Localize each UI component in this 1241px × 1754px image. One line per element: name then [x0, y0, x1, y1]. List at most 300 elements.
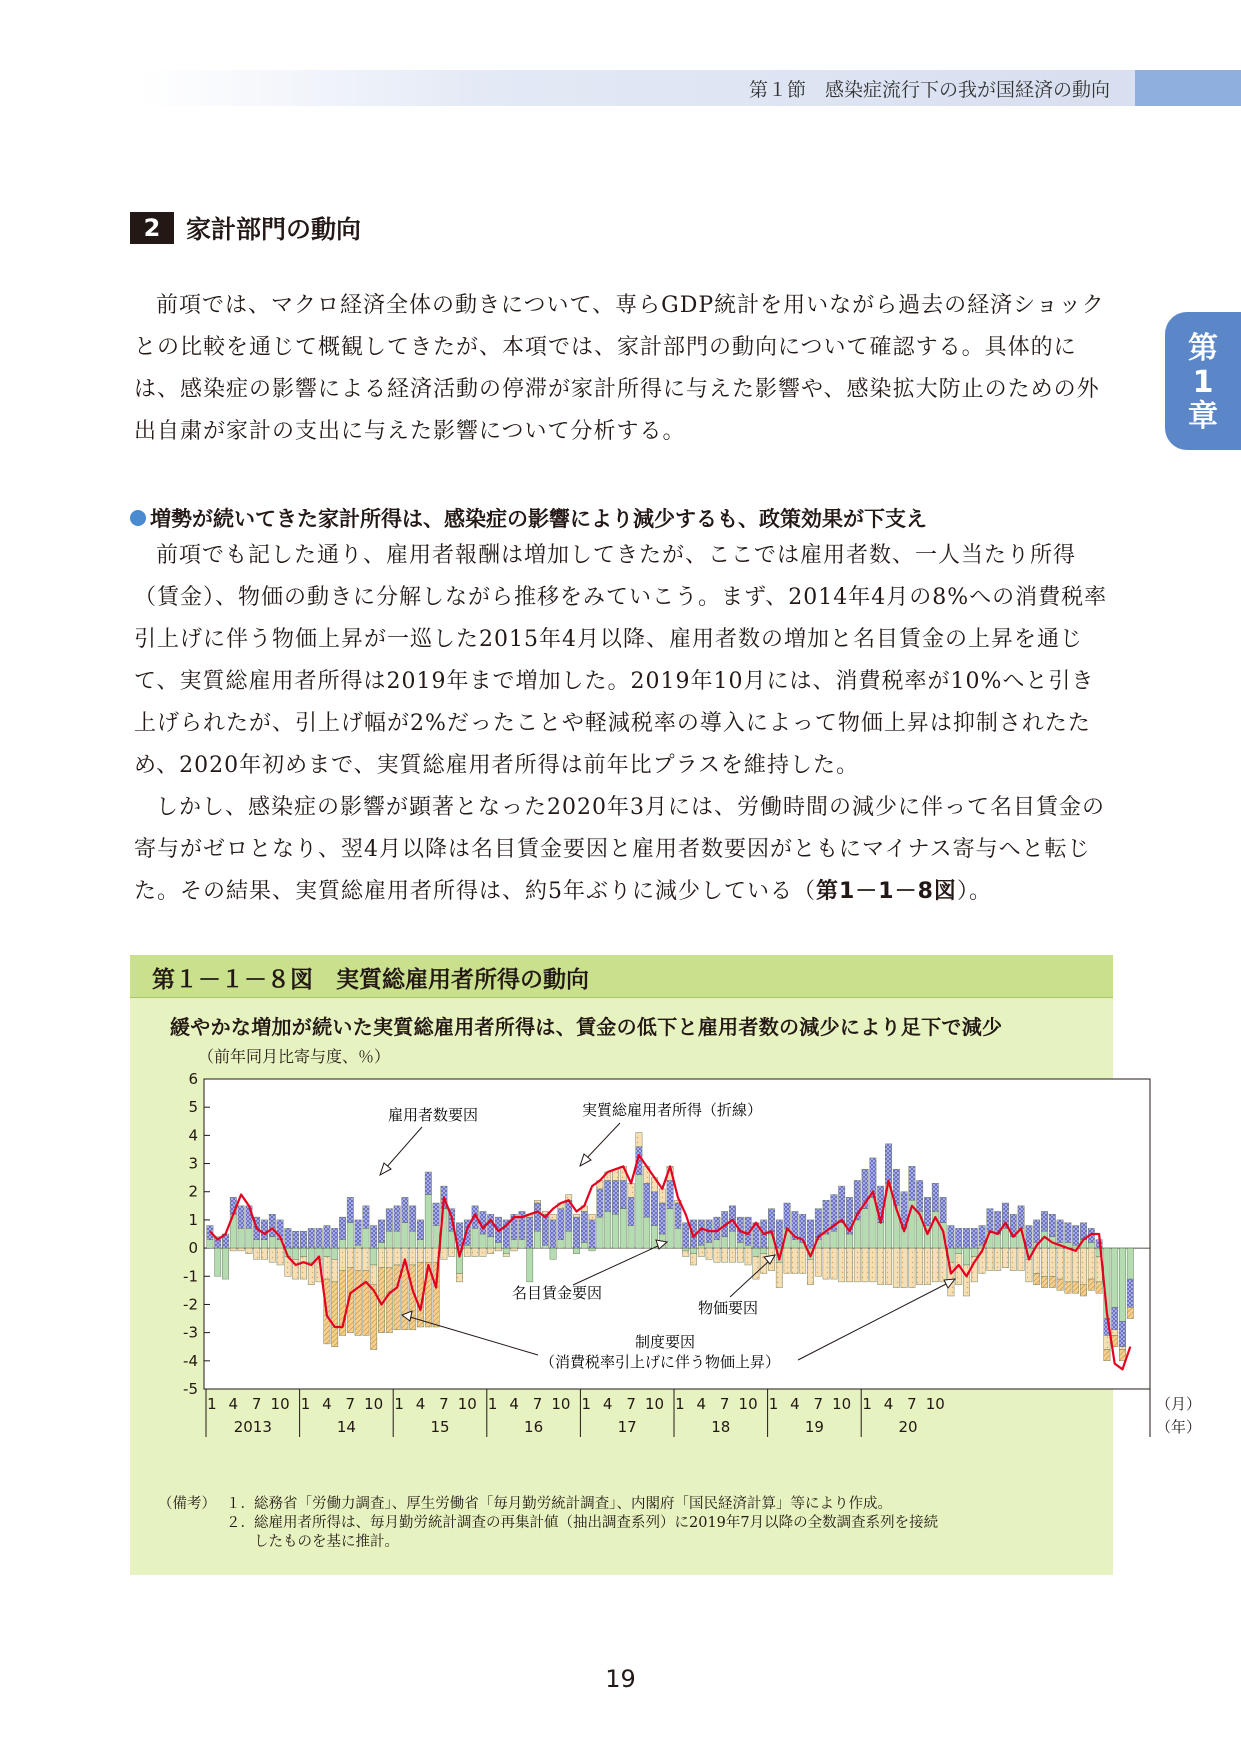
- bar-institutional: [394, 1265, 400, 1330]
- bar-price: [332, 1259, 338, 1282]
- bar-nominal-wage: [402, 1223, 408, 1248]
- bar-price: [706, 1248, 712, 1259]
- bar-nominal-wage: [854, 1220, 860, 1248]
- x-year-label: 14: [336, 1418, 356, 1436]
- bar-price: [800, 1248, 806, 1273]
- bullet-icon: [130, 510, 146, 526]
- bar-nominal-wage: [636, 1175, 642, 1248]
- bar-employees: [371, 1226, 377, 1249]
- notes-label: （備考）: [158, 1496, 216, 1512]
- bar-nominal-wage: [386, 1231, 392, 1248]
- bar-nominal-wage: [511, 1240, 517, 1248]
- bar-nominal-wage: [363, 1228, 369, 1248]
- bar-nominal-wage: [269, 1237, 275, 1248]
- bar-price: [371, 1265, 377, 1285]
- bar-employees: [238, 1206, 244, 1229]
- bar-price: [893, 1248, 899, 1287]
- note-number: ２．: [226, 1515, 255, 1531]
- bar-price: [269, 1248, 275, 1262]
- section-number: 2: [130, 212, 174, 244]
- bar-employees: [308, 1228, 314, 1248]
- bar-price: [573, 1214, 579, 1217]
- bar-nominal-wage: [1002, 1228, 1008, 1248]
- bar-employees: [924, 1197, 930, 1225]
- bar-nominal-wage: [745, 1245, 751, 1248]
- bar-nominal-wage: [371, 1248, 377, 1265]
- bar-price: [238, 1248, 244, 1251]
- bar-price: [347, 1248, 353, 1268]
- bar-nominal-wage: [597, 1217, 603, 1248]
- bar-nominal-wage: [558, 1240, 564, 1248]
- x-year-label: 2013: [233, 1418, 272, 1436]
- bar-nominal-wage: [675, 1228, 681, 1248]
- x-month-label: 10: [457, 1395, 477, 1413]
- bar-nominal-wage: [425, 1195, 431, 1249]
- bar-price: [839, 1248, 845, 1282]
- bar-employees: [1065, 1223, 1071, 1243]
- bar-employees: [909, 1166, 915, 1200]
- bar-price: [940, 1248, 946, 1282]
- x-month-label: 7: [251, 1395, 262, 1413]
- bar-nominal-wage: [722, 1237, 728, 1248]
- bar-institutional: [1049, 1276, 1055, 1287]
- bar-price: [449, 1248, 455, 1256]
- bar-institutional: [1127, 1307, 1133, 1318]
- bar-price: [901, 1248, 907, 1287]
- bar-nominal-wage: [410, 1231, 416, 1248]
- bar-nominal-wage: [573, 1248, 579, 1254]
- x-month-label: 7: [813, 1395, 824, 1413]
- bar-price: [1041, 1248, 1047, 1276]
- bar-employees: [534, 1203, 540, 1231]
- bar-price: [815, 1248, 821, 1276]
- bar-employees: [1041, 1211, 1047, 1231]
- bar-nominal-wage: [581, 1242, 587, 1248]
- bar-nominal-wage: [480, 1234, 486, 1248]
- bar-price: [683, 1251, 689, 1257]
- bar-institutional: [355, 1271, 361, 1336]
- bar-employees: [355, 1220, 361, 1245]
- bar-employees: [293, 1231, 299, 1248]
- x-month-label: 4: [602, 1395, 613, 1413]
- bar-price: [1088, 1248, 1094, 1279]
- note-text: 総務省「労働力調査」、厚生労働省「毎月勤労統計調査」、内閣府「国民経済計算」等により作成。: [254, 1496, 892, 1512]
- bar-employees: [386, 1209, 392, 1232]
- bar-employees: [956, 1228, 962, 1248]
- chapter-tab: [1165, 312, 1241, 450]
- bar-nominal-wage: [519, 1240, 525, 1248]
- bar-price: [917, 1248, 923, 1285]
- bar-institutional: [1034, 1273, 1040, 1284]
- x-month-label: 4: [790, 1395, 800, 1413]
- bar-nominal-wage: [417, 1240, 423, 1248]
- bar-employees: [597, 1189, 603, 1217]
- bar-nominal-wage: [995, 1234, 1001, 1248]
- note-text-continued: したものを基に推計。: [254, 1534, 399, 1550]
- x-month-unit: （月）: [1156, 1395, 1202, 1413]
- bar-nominal-wage: [846, 1234, 852, 1248]
- x-month-label: 7: [532, 1395, 543, 1413]
- bar-nominal-wage: [683, 1248, 689, 1251]
- bar-nominal-wage: [956, 1248, 962, 1254]
- bar-employees: [698, 1220, 704, 1245]
- bar-nominal-wage: [339, 1240, 345, 1248]
- annotation-institutional: 制度要因: [635, 1333, 696, 1351]
- x-month-label: 10: [738, 1395, 758, 1413]
- bar-price: [1034, 1248, 1040, 1273]
- bar-nominal-wage: [620, 1209, 626, 1248]
- annotation-nominal-wage: 名目賃金要因: [512, 1284, 603, 1302]
- bar-price: [659, 1189, 665, 1203]
- bar-price: [729, 1248, 735, 1262]
- bar-institutional: [1104, 1350, 1110, 1361]
- bar-employees: [542, 1214, 548, 1245]
- subheading: [130, 503, 927, 533]
- bar-nominal-wage: [589, 1248, 595, 1251]
- bar-price: [1065, 1248, 1071, 1282]
- bar-employees: [651, 1192, 657, 1226]
- x-month-label: 7: [345, 1395, 356, 1413]
- x-month-label: 1: [394, 1395, 404, 1413]
- bar-price: [1010, 1248, 1016, 1271]
- bar-price: [425, 1248, 431, 1262]
- bar-nominal-wage: [355, 1245, 361, 1248]
- bar-price: [1080, 1248, 1086, 1285]
- bar-employees: [332, 1228, 338, 1248]
- bar-price: [628, 1183, 634, 1197]
- x-year-label: 16: [524, 1418, 544, 1436]
- bar-employees: [948, 1226, 954, 1249]
- bar-nominal-wage: [495, 1242, 501, 1248]
- bar-price: [441, 1248, 447, 1259]
- x-month-label: 1: [487, 1395, 498, 1413]
- bar-price: [846, 1248, 852, 1282]
- bar-employees: [347, 1197, 353, 1222]
- running-header: [140, 70, 1135, 106]
- bar-employees: [807, 1220, 813, 1248]
- bar-employees: [963, 1228, 969, 1248]
- bar-nominal-wage: [823, 1234, 829, 1248]
- section-heading: [130, 210, 361, 246]
- bar-employees: [417, 1220, 423, 1240]
- x-axis: [206, 1389, 1201, 1437]
- bar-employees: [558, 1209, 564, 1240]
- body-paragraph: [134, 787, 1114, 913]
- bar-employees: [675, 1203, 681, 1228]
- bar-price: [878, 1248, 884, 1285]
- bar-nominal-wage: [753, 1248, 759, 1256]
- bar-price: [807, 1259, 813, 1284]
- bar-nominal-wage: [488, 1237, 494, 1248]
- bar-nominal-wage: [698, 1245, 704, 1248]
- x-month-label: 4: [228, 1395, 239, 1413]
- x-year-unit: （年）: [1156, 1418, 1202, 1436]
- x-month-label: 1: [300, 1395, 311, 1413]
- bar-nominal-wage: [527, 1248, 533, 1282]
- bar-price: [550, 1214, 556, 1220]
- bar-price: [410, 1248, 416, 1265]
- bar-price: [488, 1248, 494, 1254]
- bar-nominal-wage: [464, 1245, 470, 1248]
- bar-price: [464, 1248, 470, 1256]
- y-tick-label: 6: [188, 1070, 198, 1088]
- y-tick-label: 3: [188, 1154, 198, 1173]
- bar-nominal-wage: [254, 1240, 260, 1248]
- bar-price: [254, 1248, 260, 1259]
- bar-price: [1002, 1248, 1008, 1268]
- y-tick-label: -4: [183, 1351, 198, 1370]
- bar-nominal-wage: [761, 1248, 767, 1254]
- x-month-label: 1: [675, 1395, 685, 1413]
- bar-nominal-wage: [246, 1228, 252, 1248]
- x-month-label: 10: [832, 1395, 852, 1413]
- annotation-price: 物価要因: [698, 1299, 759, 1317]
- bar-nominal-wage: [1088, 1242, 1094, 1248]
- bar-employees: [667, 1180, 673, 1208]
- bar-nominal-wage: [394, 1231, 400, 1248]
- x-month-label: 1: [207, 1395, 217, 1413]
- bar-price: [1049, 1248, 1055, 1276]
- bar-price: [230, 1248, 236, 1251]
- bar-employees: [269, 1214, 275, 1237]
- bar-price: [784, 1248, 790, 1273]
- x-year-label: 20: [898, 1418, 918, 1436]
- y-tick-label: 4: [188, 1126, 198, 1145]
- bar-nominal-wage: [433, 1226, 439, 1249]
- bar-employees: [378, 1220, 384, 1243]
- bar-employees: [573, 1217, 579, 1248]
- bar-nominal-wage: [222, 1248, 228, 1279]
- chapter-tab-char: 章: [1188, 399, 1218, 434]
- bar-price: [495, 1248, 501, 1251]
- x-month-label: 10: [364, 1395, 384, 1413]
- bar-price: [690, 1254, 696, 1265]
- bar-nominal-wage: [690, 1248, 696, 1254]
- bar-price: [324, 1257, 330, 1280]
- bar-employees: [1049, 1214, 1055, 1237]
- bar-nominal-wage: [628, 1226, 634, 1249]
- bar-nominal-wage: [472, 1228, 478, 1248]
- bar-employees: [261, 1220, 267, 1240]
- bar-employees: [940, 1197, 946, 1222]
- bar-nominal-wage: [651, 1226, 657, 1249]
- bar-price: [698, 1248, 704, 1256]
- bar-price: [363, 1248, 369, 1271]
- bar-price: [636, 1133, 642, 1147]
- bar-price: [300, 1257, 306, 1280]
- bar-employees: [683, 1223, 689, 1248]
- x-month-label: 7: [907, 1395, 917, 1413]
- bar-nominal-wage: [534, 1231, 540, 1248]
- bar-nominal-wage: [971, 1248, 977, 1256]
- bar-employees: [425, 1172, 431, 1195]
- bar-nominal-wage: [1112, 1248, 1118, 1307]
- bar-employees: [316, 1228, 322, 1248]
- bar-price: [1073, 1248, 1079, 1282]
- bar-price: [924, 1248, 930, 1285]
- bar-institutional: [1080, 1285, 1086, 1296]
- bar-employees: [589, 1220, 595, 1248]
- x-month-label: 4: [322, 1395, 332, 1413]
- x-month-label: 10: [644, 1395, 665, 1413]
- bar-nominal-wage: [612, 1214, 618, 1248]
- bar-employees: [1034, 1220, 1040, 1243]
- bar-institutional: [1073, 1282, 1079, 1293]
- x-month-label: 4: [883, 1395, 894, 1413]
- bar-nominal-wage: [792, 1240, 798, 1248]
- bar-nominal-wage: [300, 1248, 306, 1256]
- bar-price: [417, 1248, 423, 1262]
- bar-nominal-wage: [324, 1248, 330, 1256]
- bar-price: [394, 1248, 400, 1265]
- bar-price: [745, 1248, 751, 1265]
- bar-price: [472, 1248, 478, 1256]
- bar-price: [1104, 1335, 1110, 1349]
- bar-nominal-wage: [332, 1248, 338, 1259]
- x-year-label: 17: [617, 1418, 637, 1436]
- bar-nominal-wage: [207, 1240, 213, 1248]
- bar-employees: [363, 1206, 369, 1229]
- bar-nominal-wage: [503, 1248, 509, 1254]
- x-month-label: 4: [509, 1395, 519, 1413]
- bar-employees: [488, 1214, 494, 1237]
- y-tick-label: 0: [188, 1239, 198, 1258]
- annotation-real-income: 実質総雇用者所得（折線）: [582, 1101, 763, 1119]
- x-month-label: 1: [581, 1395, 592, 1413]
- bar-price: [862, 1248, 868, 1282]
- bar-price: [737, 1248, 743, 1262]
- bar-employees: [1119, 1321, 1125, 1346]
- paragraph-text: しかし、感染症の影響が顕著となった2020年3月には、労働時間の減少に伴って名目賃金の寄与がゼロとなり、翌4月以降は名目賃金要因と雇用者数要因がともにマイナス寄与へと転じた。その結果、実質総雇用者所得は、約5年ぶりに減少している（: [134, 795, 1105, 904]
- bar-price: [831, 1248, 837, 1279]
- bar-nominal-wage: [706, 1242, 712, 1248]
- bar-price: [355, 1248, 361, 1271]
- x-month-label: 7: [626, 1395, 636, 1413]
- bar-nominal-wage: [293, 1248, 299, 1259]
- y-tick-label: -2: [183, 1295, 198, 1314]
- bar-institutional: [1088, 1279, 1094, 1290]
- bar-institutional: [1057, 1279, 1063, 1290]
- y-tick-label: -5: [183, 1380, 198, 1398]
- x-month-label: 7: [439, 1395, 449, 1413]
- income-chart: [130, 955, 1202, 1495]
- y-tick-label: 5: [188, 1098, 198, 1117]
- bar-price: [480, 1248, 486, 1256]
- bar-nominal-wage: [839, 1223, 845, 1248]
- bar-employees: [1112, 1307, 1118, 1330]
- bar-employees: [339, 1217, 345, 1240]
- figure-box: [130, 955, 1202, 1575]
- bar-employees: [659, 1203, 665, 1234]
- bar-employees: [433, 1203, 439, 1226]
- bar-employees: [628, 1197, 634, 1225]
- x-month-label: 4: [696, 1395, 707, 1413]
- bar-price: [792, 1248, 798, 1273]
- bar-price: [1057, 1248, 1063, 1279]
- bar-nominal-wage: [737, 1242, 743, 1248]
- bar-employees: [394, 1206, 400, 1231]
- bar-institutional: [402, 1265, 408, 1330]
- x-year-label: 15: [430, 1418, 450, 1436]
- section-title: 家計部門の動向: [186, 215, 362, 244]
- y-tick-label: -3: [183, 1323, 198, 1342]
- annotation-institutional-note: （消費税率引上げに伴う物価上昇）: [540, 1353, 781, 1371]
- bar-price: [932, 1248, 938, 1282]
- note-text: 総雇用者所得は、毎月勤労統計調査の再集計値（抽出調査系列）に2019年7月以降の全数調査系列を接続: [254, 1515, 939, 1531]
- bar-employees: [1026, 1226, 1032, 1249]
- y-tick-label: 1: [188, 1210, 198, 1229]
- bar-nominal-wage: [862, 1209, 868, 1248]
- bar-price: [503, 1254, 509, 1257]
- bar-price: [987, 1248, 993, 1271]
- bar-price: [823, 1248, 829, 1279]
- y-tick-label: 2: [188, 1182, 198, 1201]
- bar-nominal-wage: [1127, 1248, 1133, 1279]
- bar-institutional: [1065, 1282, 1071, 1293]
- bar-employees: [784, 1203, 790, 1228]
- bar-employees: [324, 1226, 330, 1249]
- chapter-tab-char: 第: [1188, 331, 1218, 366]
- bar-employees: [1127, 1279, 1133, 1307]
- bar-nominal-wage: [1119, 1248, 1125, 1321]
- bar-nominal-wage: [308, 1248, 314, 1262]
- bar-employees: [620, 1180, 626, 1208]
- bar-nominal-wage: [878, 1223, 884, 1248]
- bar-price: [1112, 1330, 1118, 1336]
- bar-employees: [776, 1220, 782, 1248]
- subheading-text: 増勢が続いてきた家計所得は、感染症の影響により減少するも、政策効果が下支え: [150, 507, 927, 531]
- y-axis-unit: （前年同月比寄与度、％）: [198, 1047, 391, 1066]
- bar-price: [511, 1248, 517, 1251]
- bar-employees: [932, 1183, 938, 1211]
- figure-title: 第１－１－８図 実質総雇用者所得の動向: [152, 967, 589, 993]
- bar-employees: [1018, 1206, 1024, 1229]
- bar-price: [277, 1248, 283, 1265]
- bar-nominal-wage: [378, 1242, 384, 1248]
- x-year-label: 18: [711, 1418, 731, 1436]
- bar-nominal-wage: [831, 1231, 837, 1248]
- bar-institutional: [363, 1271, 369, 1336]
- bar-employees: [917, 1180, 923, 1211]
- bar-nominal-wage: [729, 1231, 735, 1248]
- bar-nominal-wage: [238, 1228, 244, 1248]
- bar-employees: [885, 1144, 891, 1183]
- x-month-label: 1: [768, 1395, 779, 1413]
- x-month-label: 7: [719, 1395, 730, 1413]
- bar-price: [246, 1248, 252, 1254]
- bar-employees: [527, 1217, 533, 1248]
- bar-employees: [729, 1206, 735, 1231]
- bar-price: [456, 1273, 462, 1281]
- bar-institutional: [1041, 1276, 1047, 1287]
- chapter-tab-char: 1: [1192, 365, 1214, 400]
- x-month-label: 10: [270, 1395, 290, 1413]
- x-month-label: 4: [415, 1395, 426, 1413]
- bar-employees: [971, 1228, 977, 1248]
- bar-institutional: [1096, 1282, 1102, 1293]
- bar-employees: [605, 1180, 611, 1211]
- bar-price: [776, 1262, 782, 1287]
- bar-price: [885, 1248, 891, 1285]
- running-header-accent: [1135, 70, 1241, 106]
- annotation-employees: 雇用者数要因: [388, 1106, 479, 1124]
- bar-price: [995, 1248, 1001, 1271]
- bar-institutional: [386, 1268, 392, 1333]
- x-month-label: 10: [551, 1395, 571, 1413]
- bar-employees: [612, 1180, 618, 1214]
- bar-employees: [300, 1231, 306, 1248]
- bar-price: [339, 1248, 345, 1271]
